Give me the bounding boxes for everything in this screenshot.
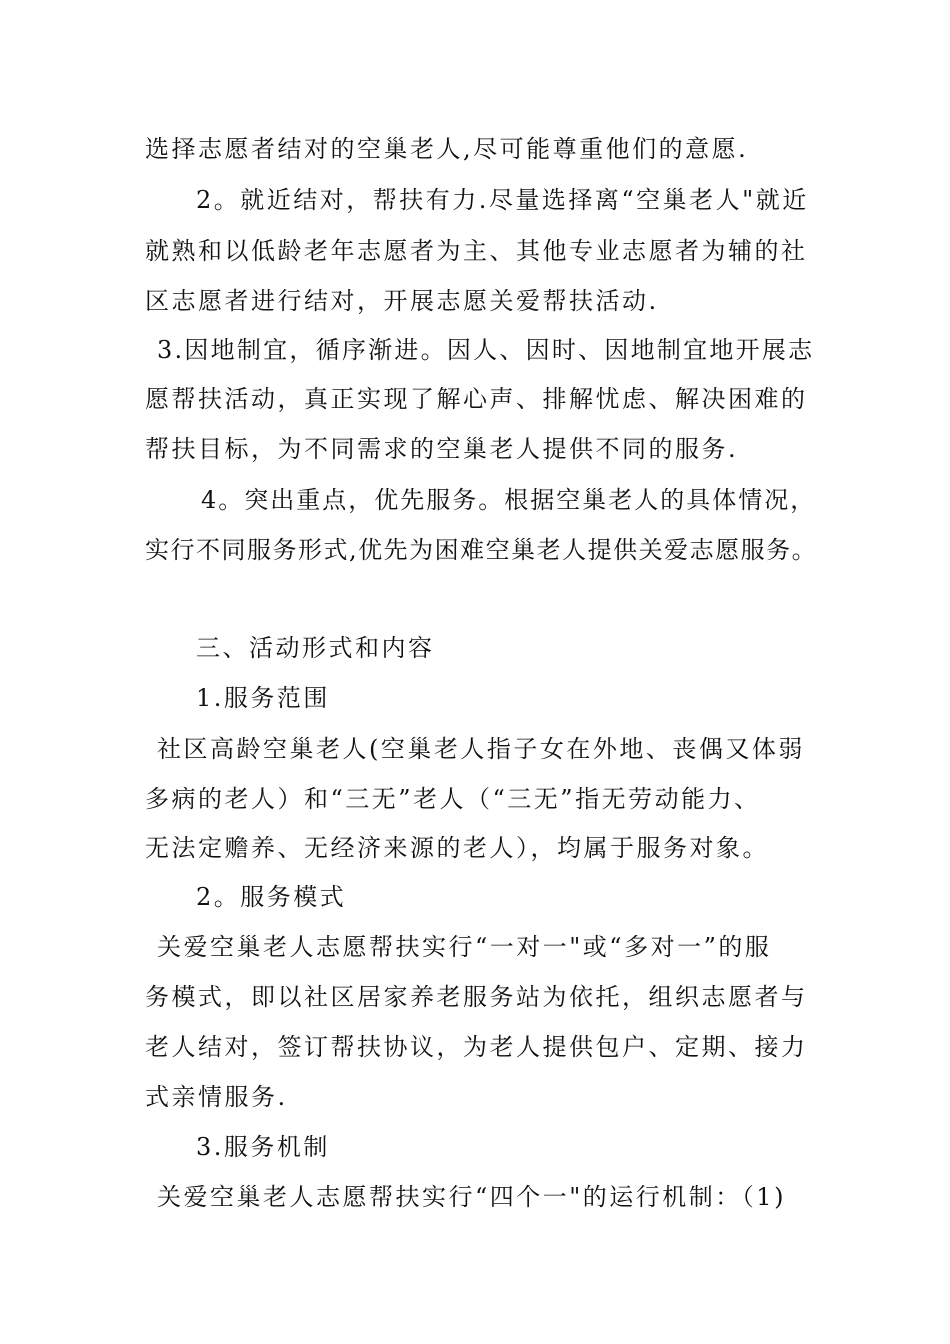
subsection-heading: 3.服务机制 [196,1133,330,1161]
body-line: 选择志愿者结对的空巢老人,尽可能尊重他们的意愿. [145,135,749,163]
subsection-heading: 2。服务模式 [196,883,347,911]
body-line: 就熟和以低龄老年志愿者为主、其他专业志愿者为辅的社 [145,237,808,265]
body-line: 3.因地制宜，循序渐进。因人、因时、因地制宜地开展志 [157,336,815,364]
body-line: 多病的老人）和“三无”老人（“三无”指无劳动能力、 [145,785,761,813]
subsection-heading: 1.服务范围 [196,684,330,712]
body-line: 式亲情服务. [145,1083,288,1111]
body-line: 4。突出重点，优先服务。根据空巢老人的具体情况， [201,486,817,514]
body-line: 关爱空巢老人志愿帮扶实行“一对一"或“多对一”的服 [157,933,772,961]
body-line: 区志愿者进行结对，开展志愿关爱帮扶活动. [145,287,659,315]
body-line: 务模式，即以社区居家养老服务站为依托，组织志愿者与 [145,983,808,1011]
body-line: 无法定赡养、无经济来源的老人），均属于服务对象。 [145,834,769,862]
section-heading: 三、活动形式和内容 [196,634,435,662]
body-line: 社区高龄空巢老人(空巢老人指子女在外地、丧偶又体弱 [157,735,805,763]
body-line: 关爱空巢老人志愿帮扶实行“四个一"的运行机制：（1) [157,1183,786,1211]
body-line: 愿帮扶活动，真正实现了解心声、排解忧虑、解决困难的 [145,385,808,413]
body-line: 老人结对，签订帮扶协议，为老人提供包户、定期、接力 [145,1033,808,1061]
body-line: 帮扶目标，为不同需求的空巢老人提供不同的服务. [145,435,739,463]
body-line: 2。就近结对，帮扶有力.尽量选择离“空巢老人"就近 [196,186,809,214]
body-line: 实行不同服务形式,优先为困难空巢老人提供关爱志愿服务。 [145,536,818,564]
